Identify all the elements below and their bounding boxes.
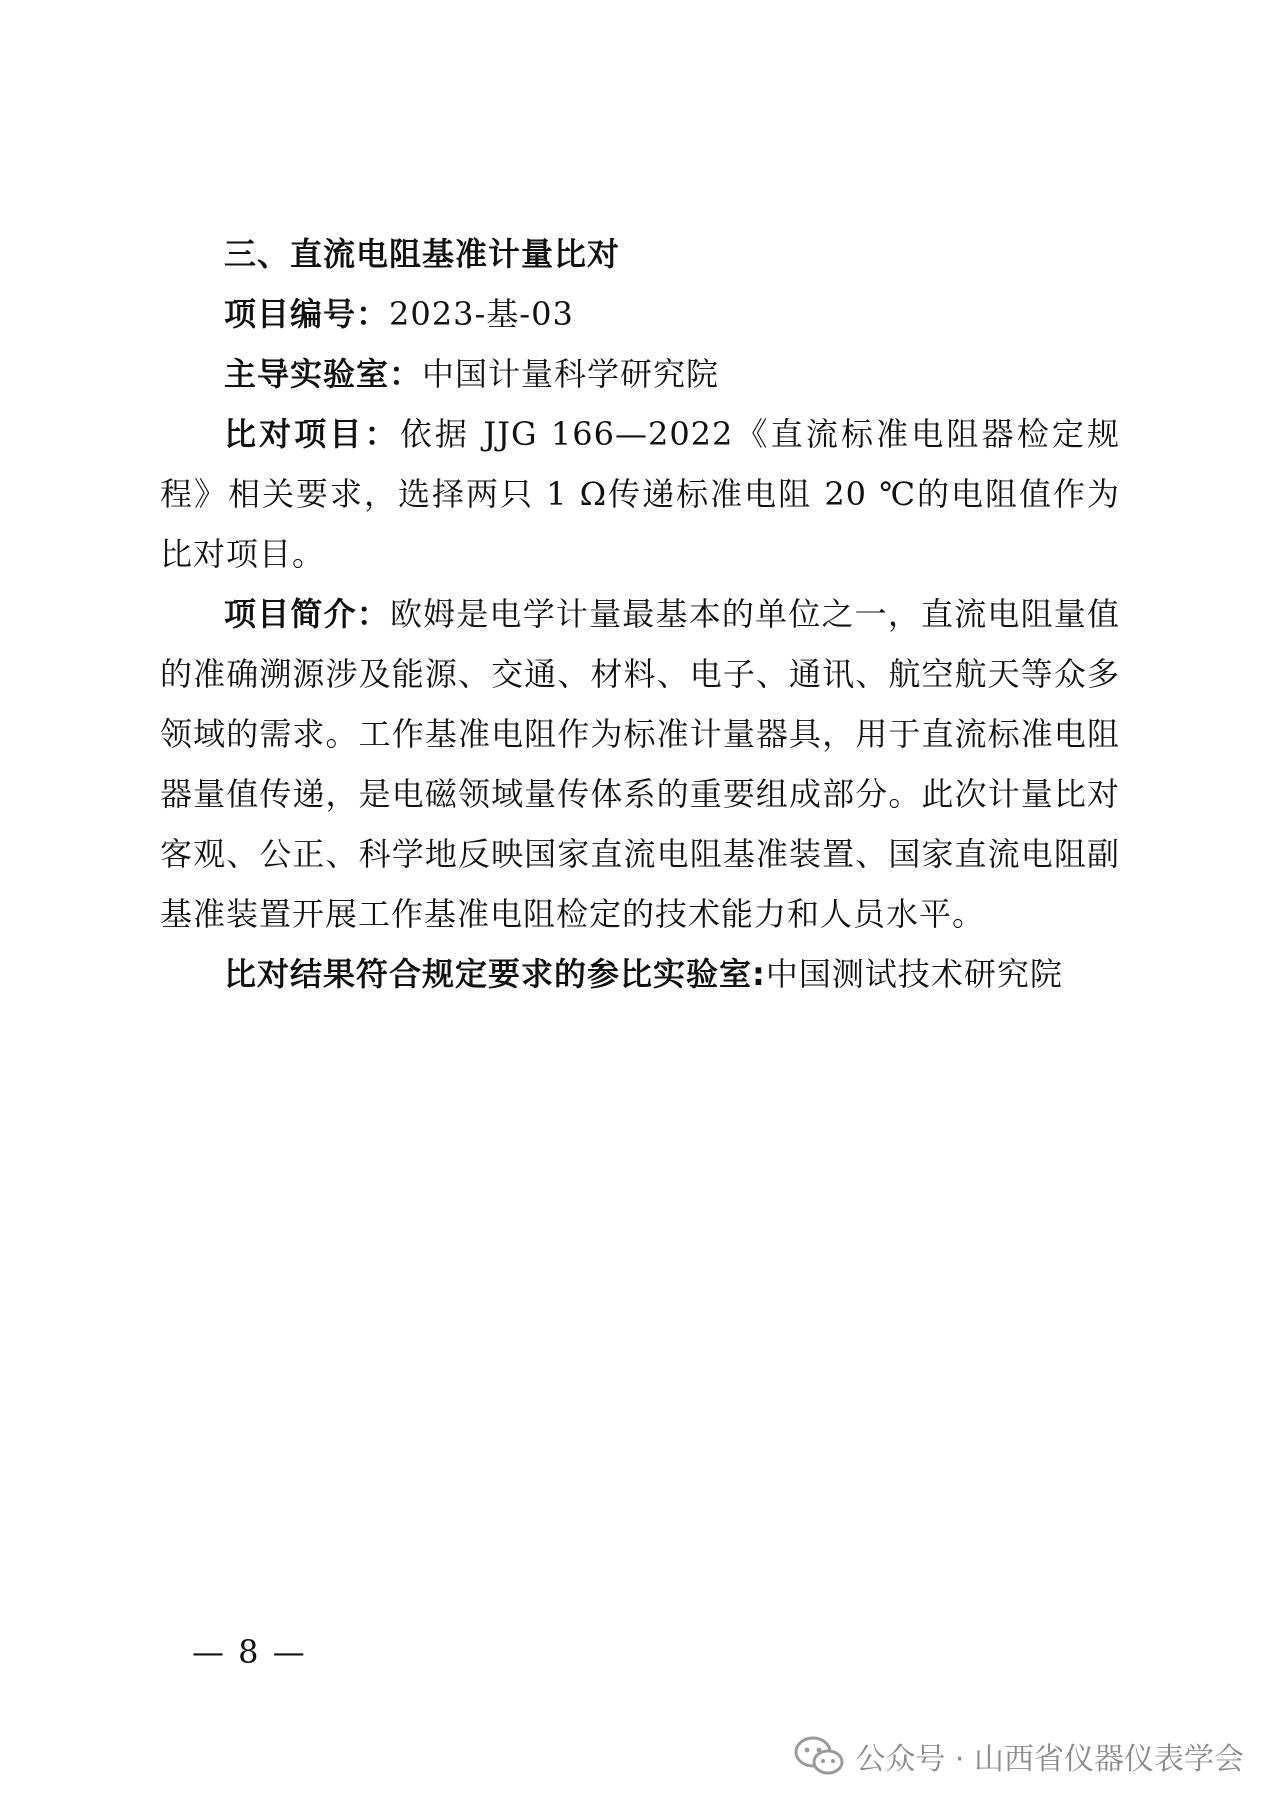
lead-lab-label: 主导实验室： — [224, 355, 423, 393]
project-number-label: 项目编号： — [224, 295, 390, 333]
section-heading-text: 三、直流电阻基准计量比对 — [224, 235, 621, 273]
comparison-item-paragraph — [160, 404, 1120, 584]
project-intro-label: 项目简介： — [224, 595, 390, 633]
watermark — [793, 1734, 1244, 1778]
section-heading — [160, 224, 1120, 284]
lead-lab-value: 中国计量科学研究院 — [422, 355, 720, 393]
qualified-labs-value: 中国测试技术研究院 — [765, 955, 1063, 993]
watermark-text: 公众号 · 山西省仪器仪表学会 — [855, 1742, 1244, 1777]
project-number-paragraph — [160, 284, 1120, 344]
qualified-labs-label: 比对结果符合规定要求的参比实验室: — [224, 955, 766, 993]
page-number: — 8 — — [192, 1633, 307, 1671]
project-intro-paragraph — [160, 584, 1120, 944]
project-number-value: 2023-基-03 — [389, 295, 574, 333]
comparison-item-value: 依据 JJG 166—2022《直流标准电阻器检定规程》相关要求，选择两只 1 Ω传递标准电阻 20 ℃的电阻值作为比对项目。 — [160, 415, 1120, 573]
qualified-labs-paragraph — [160, 944, 1120, 1004]
wechat-icon — [793, 1736, 845, 1776]
document-body — [160, 224, 1120, 1004]
project-intro-value: 欧姆是电学计量最基本的单位之一，直流电阻量值的准确溯源涉及能源、交通、材料、电子、通讯、航空航天等众多领域的需求。工作基准电阻作为标准计量器具，用于直流标准电阻器量值传递，是电磁领域量传体系的重要组成部分。此次计量比对客观、公正、科学地反映国家直流电阻基准装置、国家直流电阻副基准装置开展工作基准电阻检定的技术能力和人员水平。 — [160, 595, 1120, 933]
lead-lab-paragraph — [160, 344, 1120, 404]
comparison-item-label: 比对项目： — [224, 415, 400, 453]
